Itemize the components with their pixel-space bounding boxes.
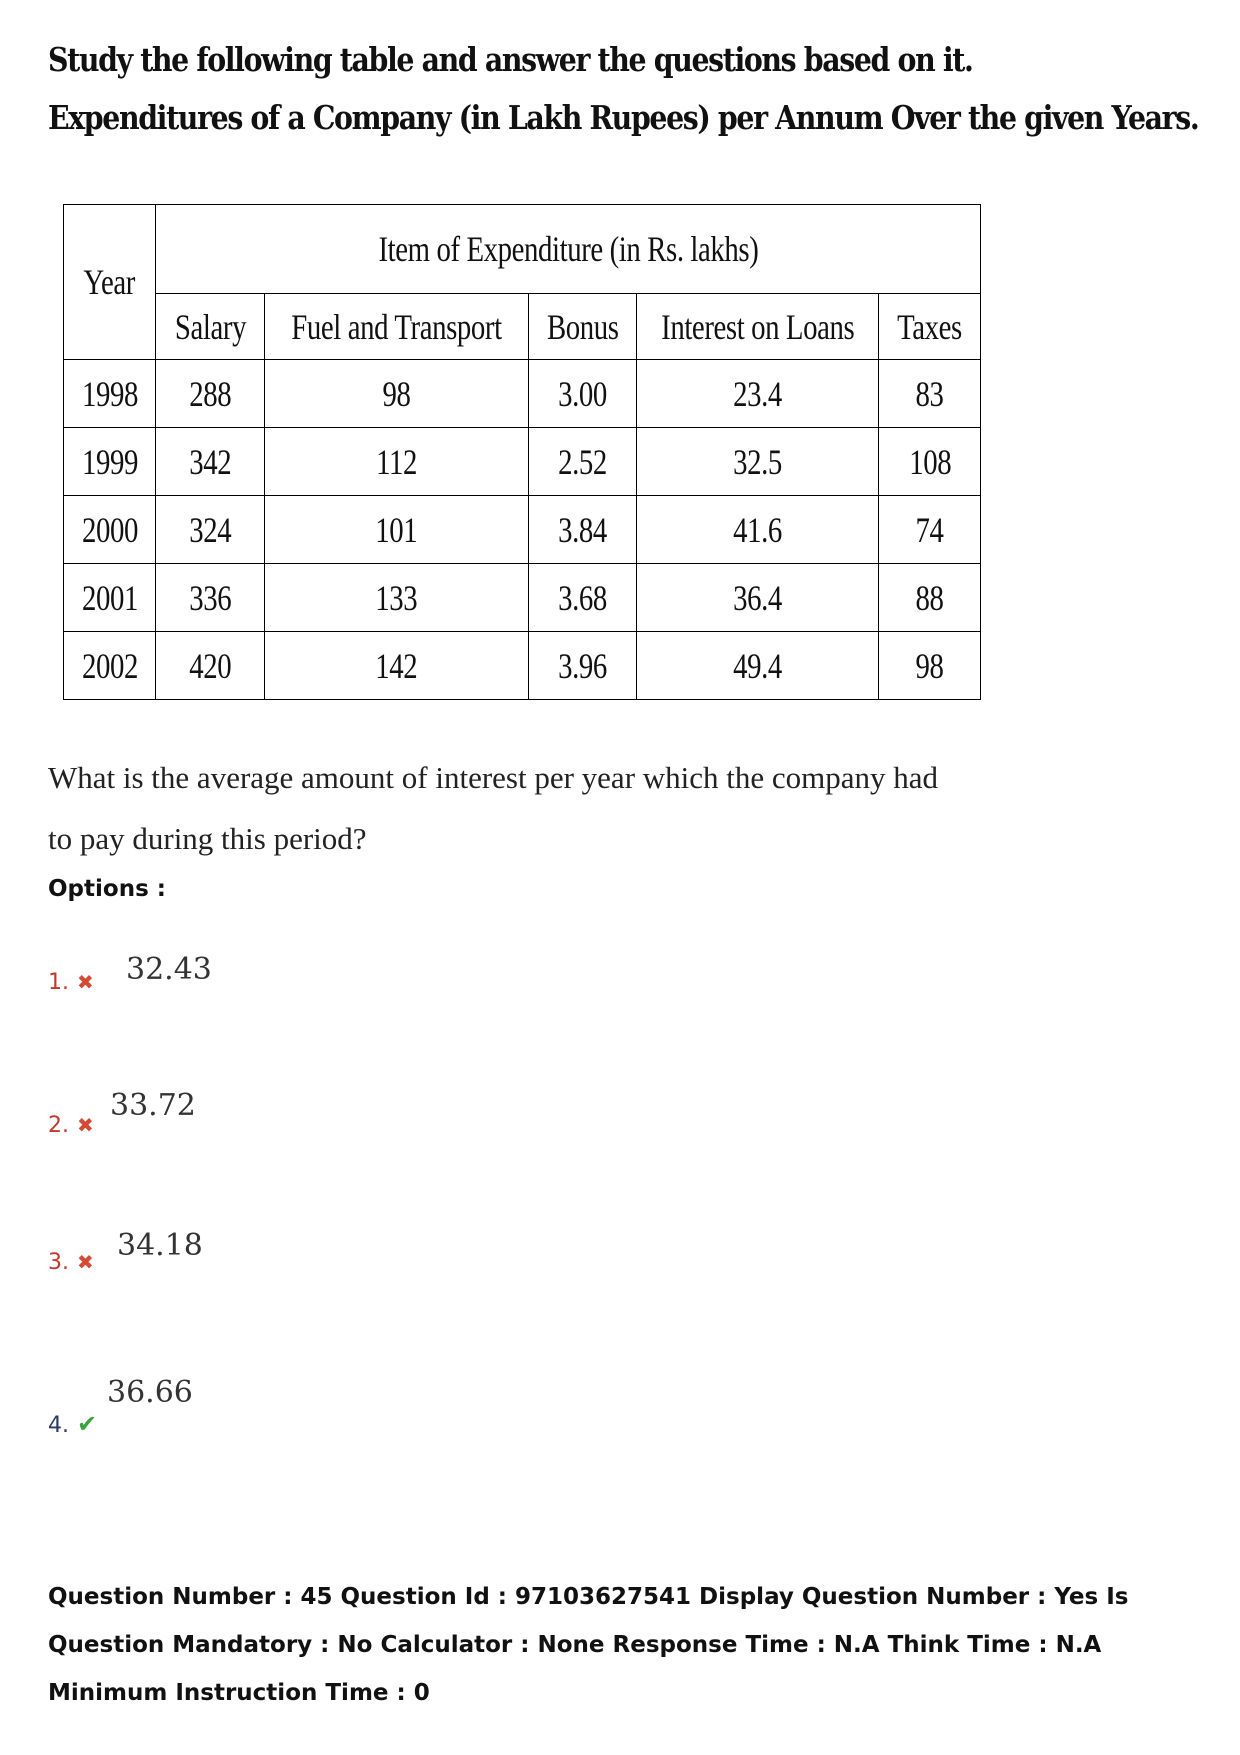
wrong-mark-icon: ✖ bbox=[77, 1113, 94, 1137]
bonus-cell: 3.96 bbox=[529, 632, 637, 700]
fuel-cell: 142 bbox=[265, 632, 529, 700]
column-header-taxes: Taxes bbox=[879, 294, 981, 360]
table-row bbox=[64, 632, 981, 700]
bonus-cell: 2.52 bbox=[529, 428, 637, 496]
column-header-fuel: Fuel and Transport bbox=[265, 294, 529, 360]
interest-cell: 49.4 bbox=[637, 632, 879, 700]
taxes-cell: 74 bbox=[879, 496, 981, 564]
fuel-cell: 101 bbox=[265, 496, 529, 564]
instruction-heading: Study the following table and answer the questions based on it. bbox=[48, 40, 973, 79]
option-1-number[interactable]: 1. ✖ bbox=[48, 970, 94, 995]
column-header-interest: Interest on Loans bbox=[637, 294, 879, 360]
column-header-salary: Salary bbox=[156, 294, 265, 360]
option-4-value[interactable]: 36.66 bbox=[107, 1375, 193, 1410]
taxes-cell: 108 bbox=[879, 428, 981, 496]
taxes-cell: 88 bbox=[879, 564, 981, 632]
taxes-cell: 83 bbox=[879, 360, 981, 428]
interest-cell: 32.5 bbox=[637, 428, 879, 496]
year-header: Year bbox=[64, 205, 156, 360]
salary-cell: 336 bbox=[156, 564, 265, 632]
salary-cell: 288 bbox=[156, 360, 265, 428]
table-title: Expenditures of a Company (in Lakh Rupees) per Annum Over the given Years. bbox=[48, 98, 1199, 137]
year-cell: 1999 bbox=[64, 428, 156, 496]
bonus-cell: 3.00 bbox=[529, 360, 637, 428]
option-2-value[interactable]: 33.72 bbox=[110, 1088, 196, 1123]
option-3-value[interactable]: 34.18 bbox=[117, 1228, 203, 1263]
interest-cell: 36.4 bbox=[637, 564, 879, 632]
interest-cell: 41.6 bbox=[637, 496, 879, 564]
table-row bbox=[64, 360, 981, 428]
taxes-cell: 98 bbox=[879, 632, 981, 700]
table-row bbox=[64, 564, 981, 632]
options-label: Options : bbox=[48, 876, 166, 902]
salary-cell: 342 bbox=[156, 428, 265, 496]
fuel-cell: 98 bbox=[265, 360, 529, 428]
question-metadata: Question Number : 45 Question Id : 97103627541 Display Question Number : Yes Is Question Mandatory : No Calculator : None Response Time : N.A Think Time : N.A Minimum Instruction Time : 0 bbox=[48, 1584, 1129, 1706]
option-2-number[interactable]: 2. ✖ bbox=[48, 1113, 94, 1138]
wrong-mark-icon: ✖ bbox=[77, 970, 94, 994]
correct-check-icon: ✔ bbox=[77, 1410, 98, 1438]
salary-cell: 420 bbox=[156, 632, 265, 700]
year-cell: 2001 bbox=[64, 564, 156, 632]
option-1-value[interactable]: 32.43 bbox=[126, 952, 212, 987]
bonus-cell: 3.84 bbox=[529, 496, 637, 564]
year-cell: 1998 bbox=[64, 360, 156, 428]
column-header-bonus: Bonus bbox=[529, 294, 637, 360]
salary-cell: 324 bbox=[156, 496, 265, 564]
expenditure-table bbox=[63, 204, 981, 700]
fuel-cell: 133 bbox=[265, 564, 529, 632]
year-cell: 2002 bbox=[64, 632, 156, 700]
option-3-number[interactable]: 3. ✖ bbox=[48, 1250, 94, 1275]
wrong-mark-icon: ✖ bbox=[77, 1250, 94, 1274]
year-cell: 2000 bbox=[64, 496, 156, 564]
interest-cell: 23.4 bbox=[637, 360, 879, 428]
bonus-cell: 3.68 bbox=[529, 564, 637, 632]
fuel-cell: 112 bbox=[265, 428, 529, 496]
option-4-number[interactable]: 4. ✔ bbox=[48, 1410, 98, 1438]
expenditure-group-header: Item of Expenditure (in Rs. lakhs) bbox=[156, 205, 981, 294]
table-row bbox=[64, 496, 981, 564]
table-row bbox=[64, 428, 981, 496]
question-text: What is the average amount of interest per year which the company had to pay during this period? bbox=[48, 760, 939, 856]
